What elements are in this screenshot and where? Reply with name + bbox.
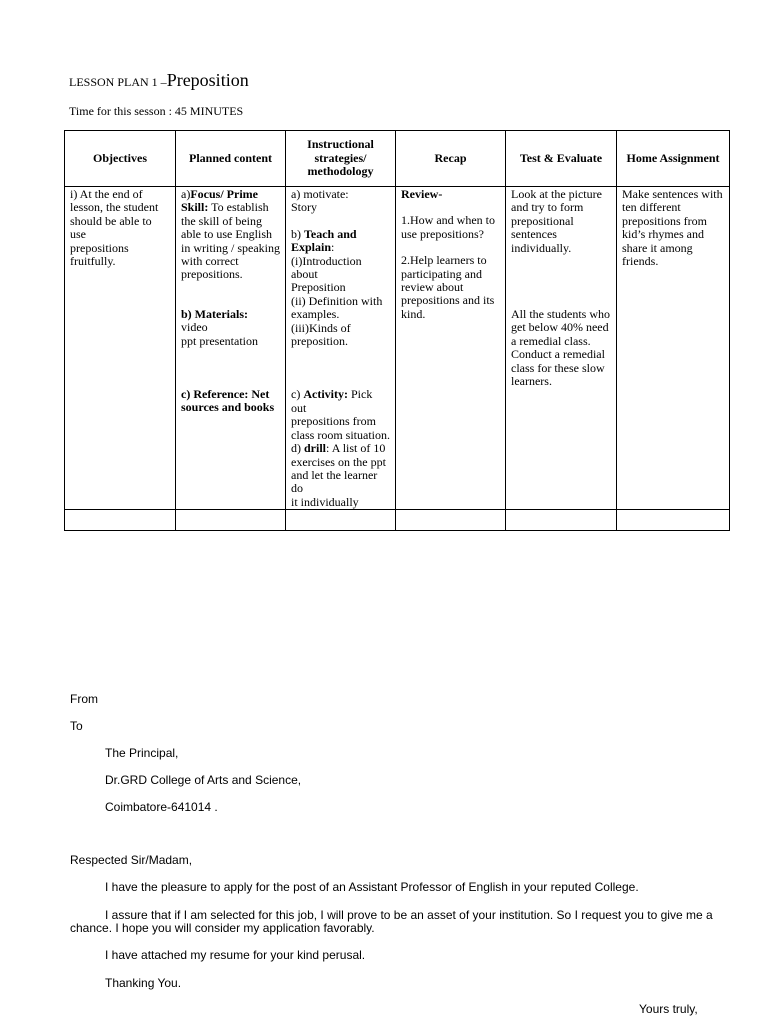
text-line: class room situation. bbox=[291, 427, 390, 442]
thanks-line: Thanking You. bbox=[105, 976, 182, 990]
text-line: video bbox=[181, 320, 208, 335]
bold-label: Explain bbox=[291, 240, 332, 255]
text-line: the skill of being bbox=[181, 213, 262, 228]
header-test-evaluate: Test & Evaluate bbox=[506, 131, 617, 187]
text-line: kind. bbox=[401, 306, 426, 321]
paragraph-line: chance. I hope you will consider my application favorably. bbox=[70, 921, 375, 935]
text-line: and let the learner do bbox=[291, 467, 378, 496]
text-line: (iii)Kinds of bbox=[291, 320, 351, 335]
text-line: prepositions from bbox=[622, 213, 707, 228]
text-line: (i)Introduction about bbox=[291, 253, 362, 282]
item-text: To establish bbox=[208, 200, 269, 215]
header-instructional-line: methodology bbox=[307, 164, 374, 179]
header-instructional-line: strategies/ bbox=[314, 150, 367, 165]
salutation: Respected Sir/Madam, bbox=[70, 853, 193, 867]
closing: Yours truly, bbox=[639, 1002, 698, 1016]
item-prefix: a) bbox=[181, 187, 191, 201]
text-line: Make sentences with bbox=[622, 187, 723, 201]
address-line: Dr.GRD College of Arts and Science, bbox=[105, 773, 302, 787]
text-line: share it among bbox=[622, 240, 693, 255]
text-line: ppt presentation bbox=[181, 333, 258, 348]
text-line: with correct bbox=[181, 254, 239, 269]
item-text: : A list of 10 bbox=[326, 441, 386, 456]
text-line: individually. bbox=[511, 240, 572, 255]
paragraph: I have the pleasure to apply for the post of an Assistant Professor of English in your reputed College. bbox=[105, 880, 639, 894]
text-line: prepositions. bbox=[181, 267, 243, 282]
text-line: should be able to use bbox=[70, 213, 152, 242]
text-line: a remedial class. bbox=[511, 333, 591, 348]
session-time: Time for this sesson : 45 MINUTES bbox=[69, 104, 244, 118]
text-line: in writing / speaking bbox=[181, 240, 280, 255]
header-home-assignment: Home Assignment bbox=[617, 131, 730, 187]
paragraph-line: I assure that if I am selected for this job, I will prove to be an asset of your institution. So I request you to give me a bbox=[105, 908, 713, 922]
text-line: use prepositions? bbox=[401, 226, 484, 241]
header-planned-content: Planned content bbox=[176, 131, 286, 187]
bold-label: b) Materials: bbox=[181, 306, 248, 321]
text-line: class for these slow bbox=[511, 360, 605, 375]
bold-label: Skill: bbox=[181, 200, 209, 215]
text-line: All the students who bbox=[511, 307, 610, 322]
text-line: fruitfully. bbox=[70, 254, 116, 269]
letter-from: From bbox=[70, 692, 98, 706]
letter-to: To bbox=[70, 719, 83, 733]
text-line: Look at the picture bbox=[511, 187, 602, 201]
text-line: i) At the end of bbox=[70, 187, 143, 201]
text-line: lesson, the student bbox=[70, 200, 159, 215]
bold-label: Review- bbox=[401, 187, 443, 201]
paragraph: I have attached my resume for your kind perusal. bbox=[105, 948, 366, 962]
text-line: prepositions from bbox=[291, 414, 376, 429]
bold-label: drill bbox=[304, 441, 327, 456]
text-line: get below 40% need bbox=[511, 320, 609, 335]
text-line: examples. bbox=[291, 307, 340, 322]
item-text: : bbox=[331, 240, 335, 255]
bold-label: Activity: bbox=[303, 387, 348, 402]
text-line: Preposition bbox=[291, 280, 346, 295]
text-line: it individually bbox=[291, 494, 359, 509]
text-line: Conduct a remedial bbox=[511, 347, 605, 362]
item-prefix: c) bbox=[291, 387, 304, 402]
text-line: learners. bbox=[511, 374, 552, 389]
text-line: (ii) Definition with bbox=[291, 293, 383, 308]
lesson-title-main: Preposition bbox=[166, 70, 249, 90]
text-line: preposition. bbox=[291, 334, 348, 349]
address-line: Coimbatore-641014 . bbox=[105, 800, 218, 814]
item-text: Pick out bbox=[291, 387, 373, 415]
text-line: ten different bbox=[622, 200, 681, 215]
item-prefix: d) bbox=[291, 441, 304, 456]
bold-label: c) Reference: Net bbox=[181, 387, 270, 402]
text-line: sentences bbox=[511, 227, 557, 242]
text-line: review about bbox=[401, 280, 464, 295]
text-line: participating and bbox=[401, 266, 482, 281]
item-prefix: b) bbox=[291, 226, 304, 241]
text-line: able to use English bbox=[181, 227, 272, 242]
text-line: friends. bbox=[622, 254, 659, 269]
bold-label: sources and books bbox=[181, 400, 275, 415]
text-line: and try to form bbox=[511, 200, 584, 215]
text-line: Story bbox=[291, 200, 318, 215]
bold-label: Focus/ Prime bbox=[190, 187, 258, 201]
bold-label: Teach and bbox=[304, 226, 357, 241]
text-line: prepositions and its bbox=[401, 293, 495, 308]
text-line: 2.Help learners to bbox=[401, 253, 487, 268]
text-line: exercises on the ppt bbox=[291, 454, 386, 469]
text-line: prepositional bbox=[511, 213, 574, 228]
header-instructional-line: Instructional bbox=[307, 137, 374, 152]
lesson-title-prefix: LESSON PLAN 1 – bbox=[69, 75, 167, 89]
text-line: prepositions bbox=[70, 240, 129, 255]
header-objectives: Objectives bbox=[65, 131, 176, 187]
address-line: The Principal, bbox=[105, 746, 179, 760]
text-line: 1.How and when to bbox=[401, 213, 495, 228]
text-line: a) motivate: bbox=[291, 187, 349, 201]
header-recap: Recap bbox=[396, 131, 506, 187]
text-line: kid’s rhymes and bbox=[622, 227, 704, 242]
